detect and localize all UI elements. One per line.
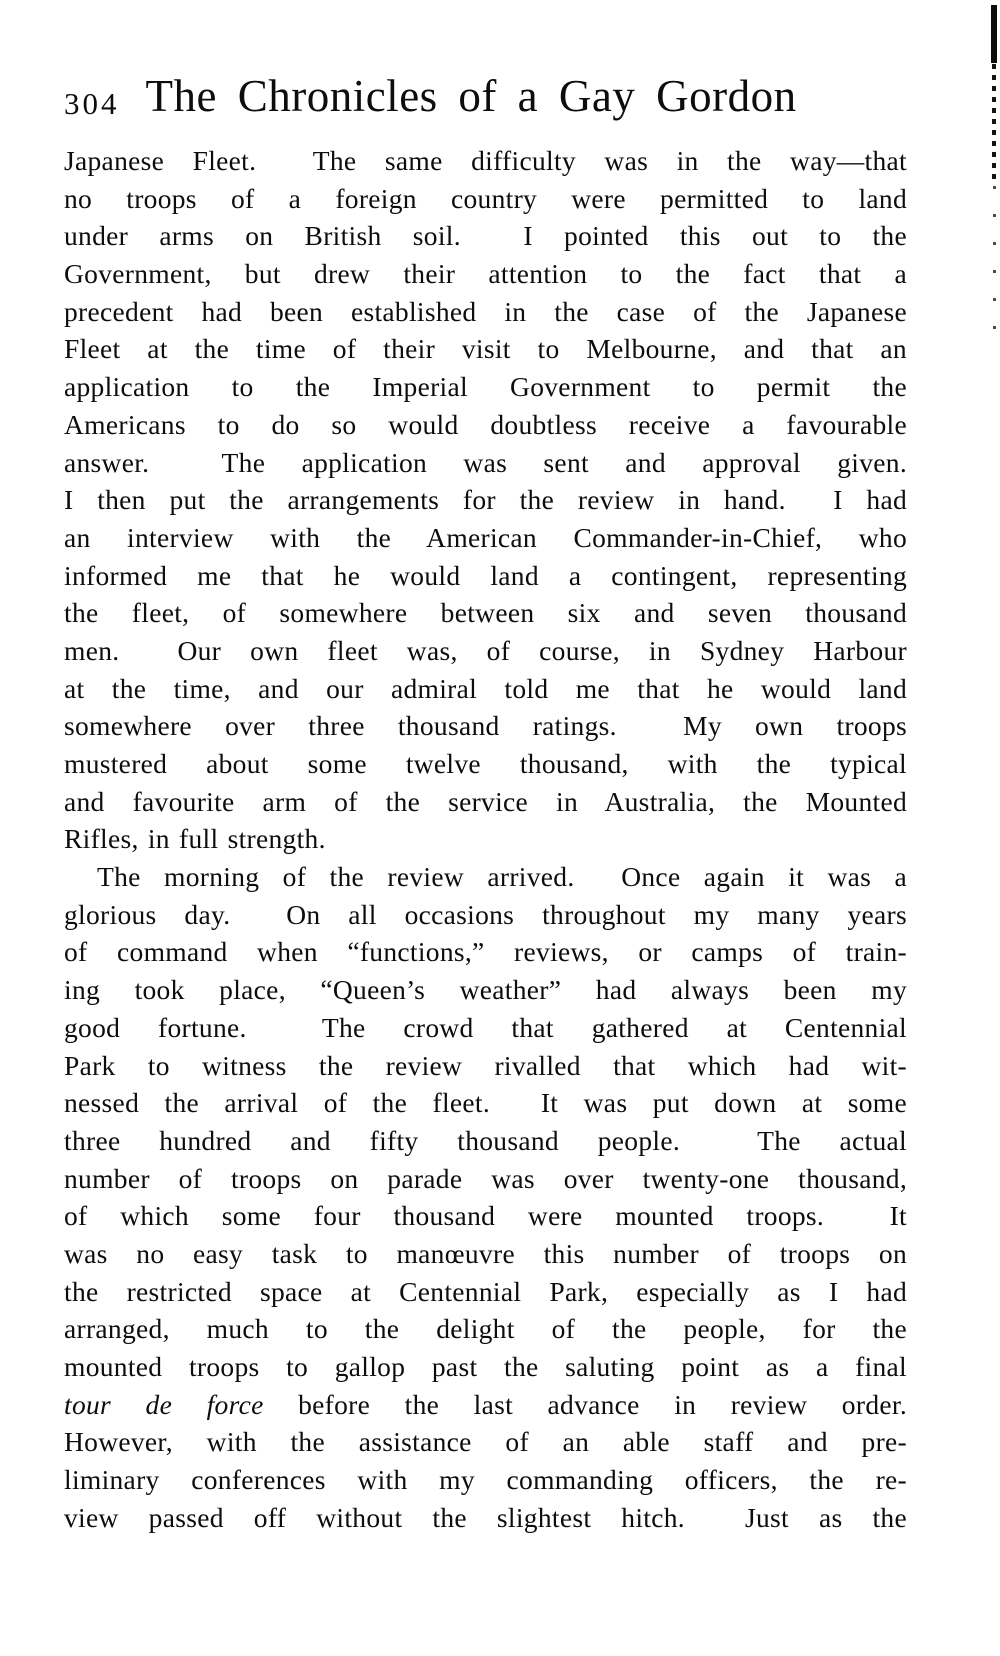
text-line: no troops of a foreign country were permitted to land [64,182,907,214]
text-segment: before the last advance in review order. [263,1388,907,1420]
text-line: mounted troops to gallop past the saluting point as a final [64,1351,907,1382]
text-line: The morning of the review arrived. Once again it was a [97,861,907,893]
text-line: at the time, and our admiral told me that he would land [64,672,907,704]
text-line: men. Our own fleet was, of course, in Sydney Harbour [64,634,907,666]
text-line: an interview with the American Commander-in-Chief, who [64,521,907,553]
text-line: informed me that he would land a contingent, representing [64,559,907,591]
page-number: 304 [64,86,120,121]
text-line: glorious day. On all occasions throughout my many years [64,898,907,930]
text-line: precedent had been established in the case of the Japanese [64,295,907,327]
scan-edge-artifact-dots [993,186,996,336]
scan-edge-artifact-solid [991,5,997,63]
text-line: view passed off without the slightest hitch. Just as the [64,1501,907,1533]
text-line: However, with the assistance of an able staff and pre- [64,1426,907,1458]
text-line: the fleet, of somewhere between six and seven thousand [64,597,907,629]
text-line: Fleet at the time of their visit to Melbourne, and that an [64,333,907,365]
text-line: of which some four thousand were mounted troops. It [64,1200,907,1232]
text-line: and favourite arm of the service in Australia, the Mounted [64,785,907,817]
page-title: The Chronicles of a Gay Gordon [145,71,797,121]
text-line: application to the Imperial Government to permit the [64,371,907,403]
text-line: arranged, much to the delight of the people, for the [64,1313,907,1345]
text-line: Japanese Fleet. The same difficulty was in the way—that [64,145,907,176]
text-line: I then put the arrangements for the review in hand. I had [64,484,907,516]
text-line [64,1386,907,1424]
italic-phrase: tour de force [64,1388,264,1420]
text-line: ing took place, “Queen’s weather” had always been my [64,974,907,1006]
text-line: Rifles, in full strength. [64,823,326,855]
text-line: liminary conferences with my commanding officers, the re- [64,1464,907,1496]
text-line: the restricted space at Centennial Park, especially as I had [64,1275,907,1307]
text-line: somewhere over three thousand ratings. My own troops [64,710,907,742]
text-line: three hundred and fifty thousand people. The actual [64,1124,907,1156]
text-lines [64,142,907,1536]
text-line: number of troops on parade was over twenty-one thousand, [64,1162,907,1194]
text-line: nessed the arrival of the fleet. It was put down at some [64,1087,907,1119]
text-line: was no easy task to manœuvre this number of troops on [64,1237,907,1269]
text-line: Government, but drew their attention to the fact that a [64,258,907,290]
text-line: good fortune. The crowd that gathered at Centennial [64,1011,907,1043]
text-line: under arms on British soil. I pointed this out to the [64,220,907,252]
text-line: of command when “functions,” reviews, or camps of train- [64,936,907,968]
page-header [64,70,909,122]
text-line: Americans to do so would doubtless receive a favourable [64,408,907,440]
text-line: Park to witness the review rivalled that which had wit- [64,1049,907,1081]
text-line: mustered about some twelve thousand, with the typical [64,748,907,779]
scan-edge-artifact-dashed [992,64,996,182]
text-line: answer. The application was sent and approval given. [64,446,907,478]
